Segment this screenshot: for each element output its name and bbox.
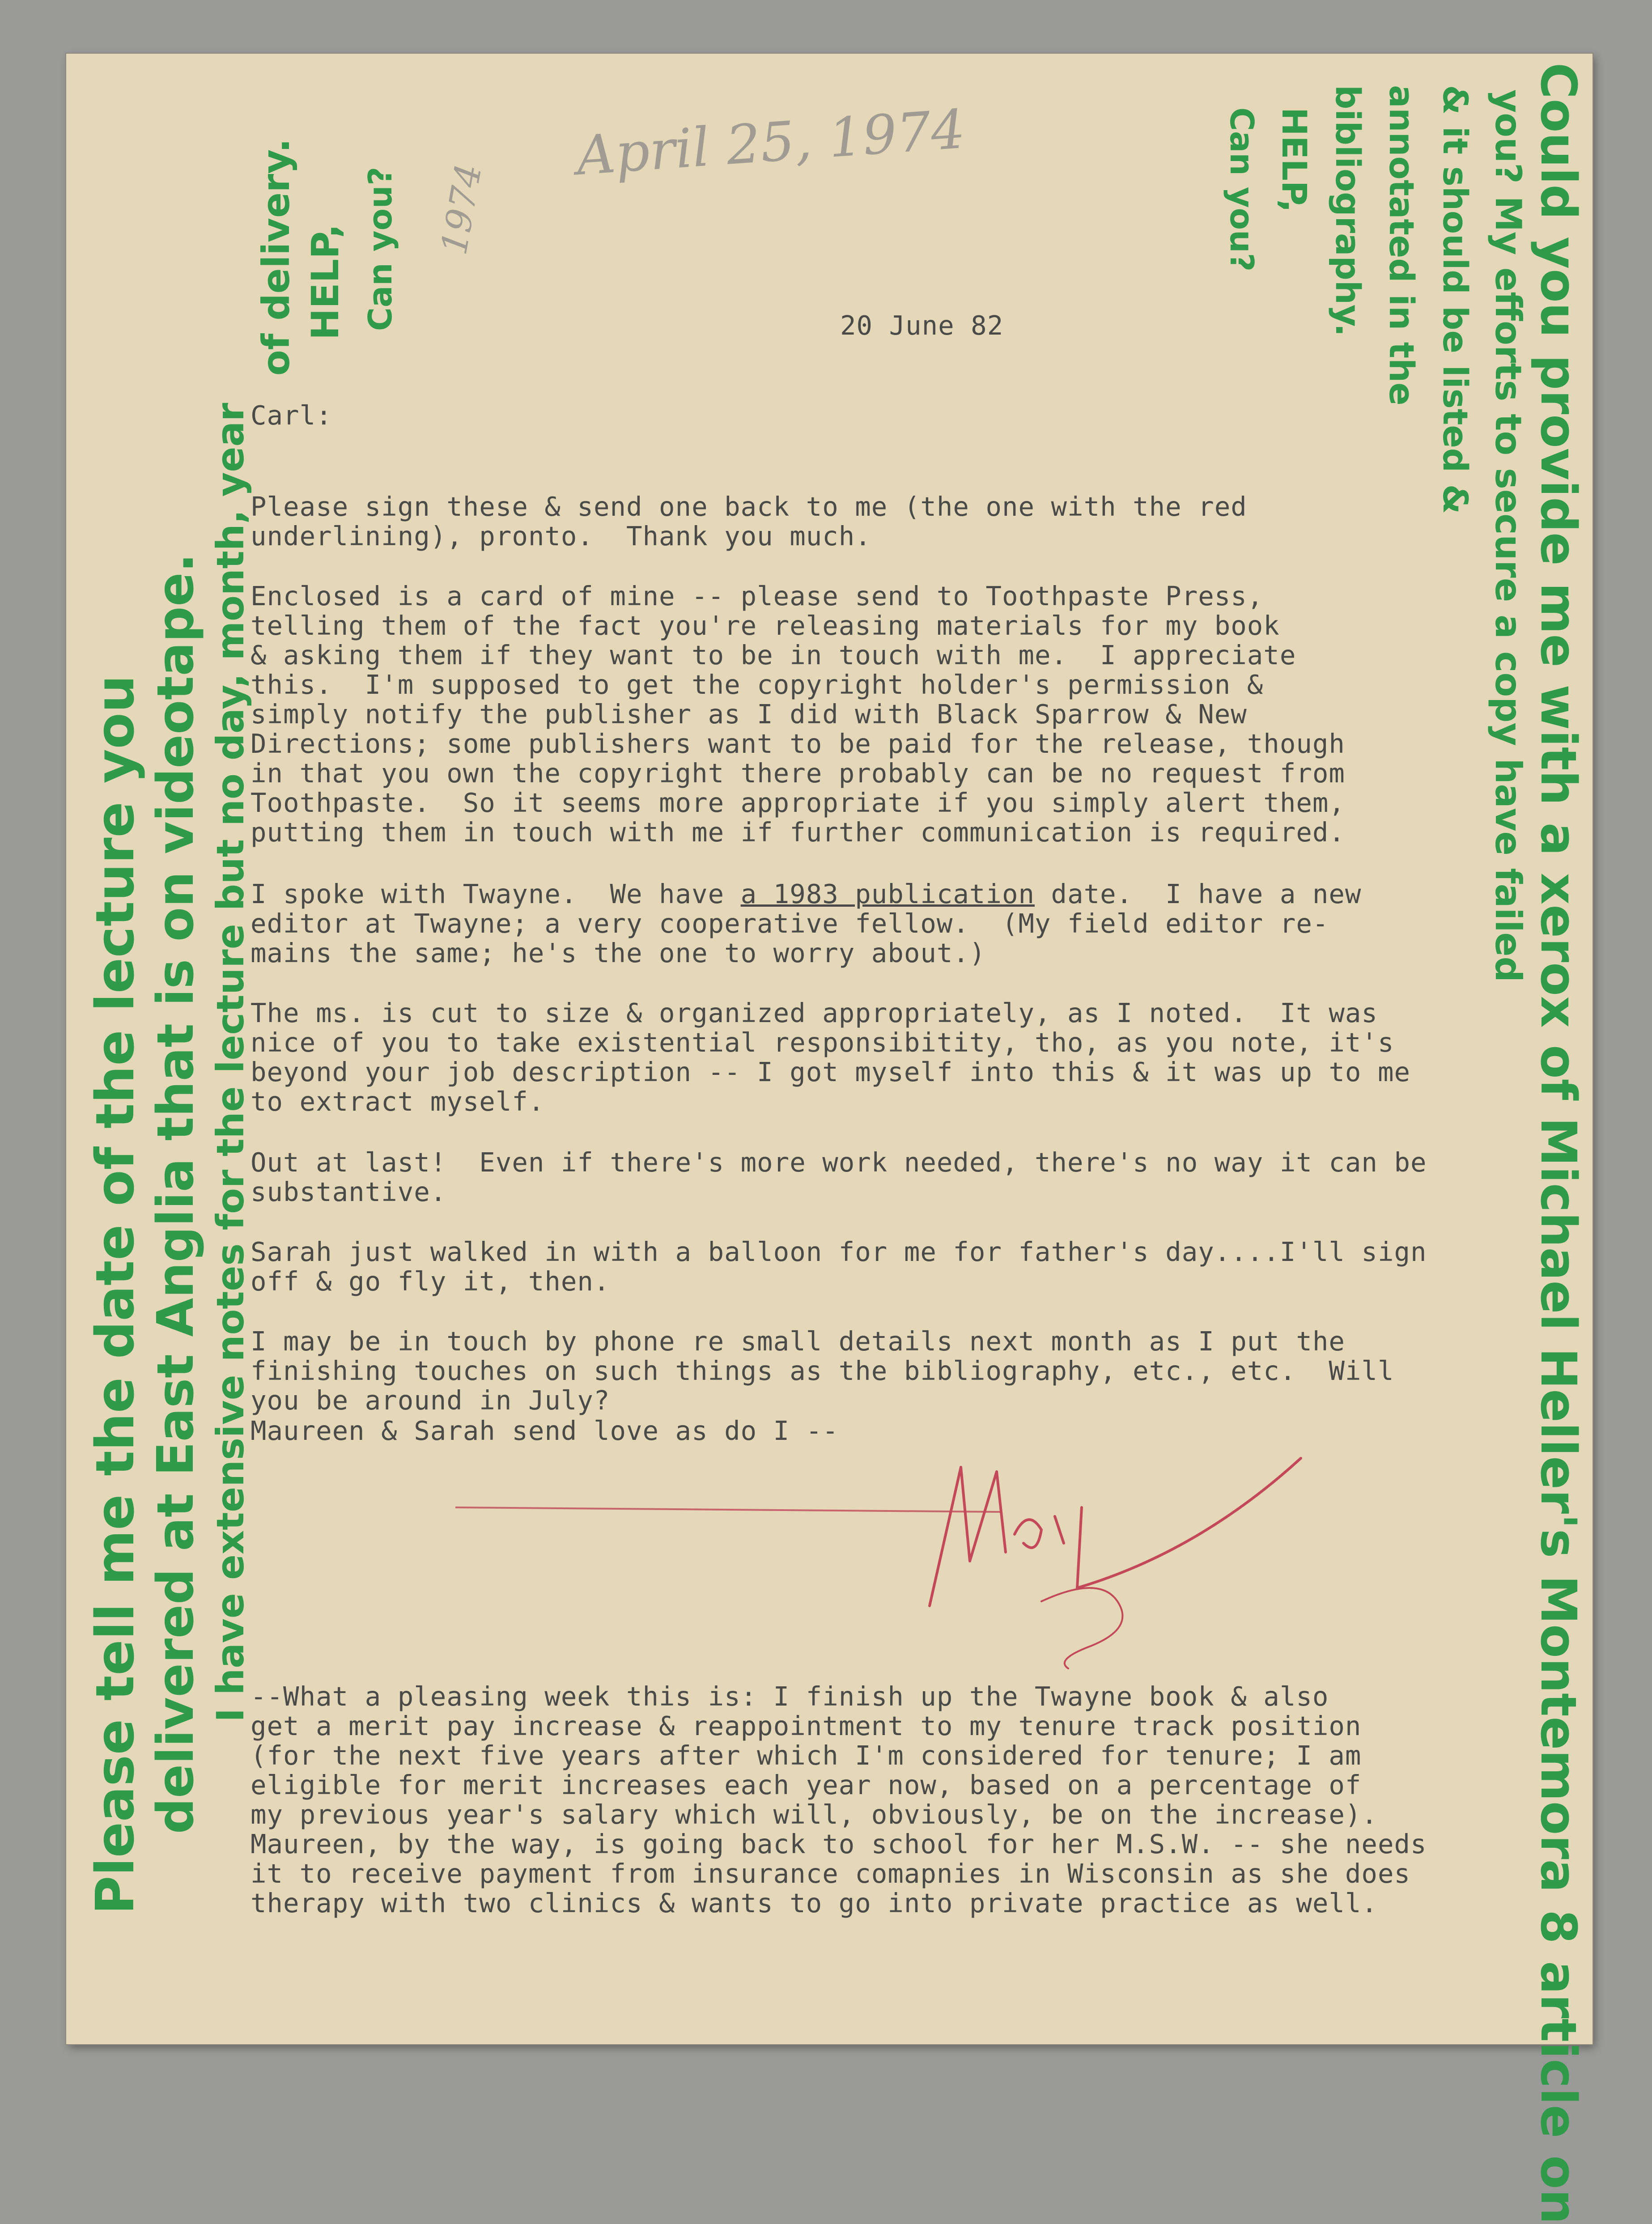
left-note-can-you: Can you? bbox=[361, 166, 399, 331]
left-note-help: HELP, bbox=[303, 224, 347, 340]
paragraph-sign-these: Please sign these & send one back to me (the one with the red underlining), pronto. Thank you much. bbox=[251, 491, 1247, 552]
paragraph-out-at-last: Out at last! Even if there's more work needed, there's no way it can be substantive. bbox=[251, 1147, 1427, 1207]
left-note-line-4: of delivery. bbox=[254, 138, 298, 376]
right-note-can-you: Can you? bbox=[1223, 107, 1261, 272]
signature-drawing bbox=[437, 1440, 1422, 1673]
twayne-text-before: I spoke with Twayne. We have bbox=[251, 879, 741, 909]
signature-text: Mart bbox=[974, 1596, 989, 1603]
paragraph-balloon: Sarah just walked in with a balloon for me for father's day....I'll sign off & go fly it, then. bbox=[251, 1236, 1427, 1297]
closing-line: Maureen & Sarah send love as do I -- bbox=[251, 1415, 839, 1446]
right-note-help: HELP, bbox=[1274, 107, 1314, 212]
right-note-line-3: & it should be listed & bbox=[1435, 85, 1475, 514]
letter-date: 20 June 82 bbox=[840, 310, 1004, 341]
right-note-line-1: Could you provide me with a xerox of Michael Heller's Montemora 8 article on bbox=[1530, 63, 1587, 2224]
paragraph-manuscript: The ms. is cut to size & organized appropriately, as I noted. It was nice of you to take existential responsibitity, tho, as you note, it's beyond your job description -- I got myself into this & it was up to me to extract myself. bbox=[251, 997, 1410, 1117]
right-note-line-2: you? My efforts to secure a copy have failed bbox=[1487, 89, 1529, 982]
letter-sheet bbox=[66, 54, 1593, 2224]
postscript: --What a pleasing week this is: I finish up the Twayne book & also get a merit pay increase & reappointment to my tenure track position (for the next five years after which I'm considered for tenure; I am eligible for merit increases each year now, based on a percentage of my previous year's salary which will, obviously, be on the increase). Maureen, by the way, is going back to school for her M.S.W. -- she needs it to receive payment from insurance comapnies in Wisconsin as she does therapy with two clinics & wants to go into private practice as well. bbox=[251, 1681, 1427, 1918]
left-note-line-1: Please tell me the date of the lecture you bbox=[84, 675, 146, 1914]
salutation: Carl: bbox=[251, 400, 332, 431]
publication-date-underlined: a 1983 publication bbox=[740, 879, 1035, 909]
right-note-line-5: bibliography. bbox=[1328, 85, 1368, 337]
paragraph-twayne-rest: editor at Twayne; a very cooperative fellow. (My field editor re- mains the same; he's the one to worry about.) bbox=[251, 908, 1329, 968]
paragraph-twayne-first-line bbox=[251, 879, 1361, 909]
right-note-line-4: annotated in the bbox=[1382, 85, 1422, 406]
pencil-year: 1974 bbox=[433, 161, 490, 258]
paragraph-july: I may be in touch by phone re small details next month as I put the finishing touches on such things as the bibliography, etc., etc. Will you be around in July? bbox=[251, 1326, 1394, 1416]
left-note-line-3: I have extensive notes for the lecture but no day, month, year bbox=[208, 403, 252, 1722]
pencil-date: April 25, 1974 bbox=[574, 98, 967, 188]
left-note-line-2: delivered at East Anglia that is on videotape. bbox=[147, 553, 205, 1834]
paragraph-toothpaste-press: Enclosed is a card of mine -- please send to Toothpaste Press, telling them of the fact you're releasing materials for my book & asking them if they want to be in touch with me. I appreciate this. I'm supposed to get the copyright holder's permission & simply notify the publisher as I did with Black Sparrow & New Directions; some publishers want to be paid for the release, though in that you own the copyright there probably can be no request from Toothpaste. So it seems more appropriate if you simply alert them, putting them in touch with me if further communication is required. bbox=[251, 581, 1345, 848]
twayne-text-after: date. I have a new bbox=[1035, 879, 1362, 909]
